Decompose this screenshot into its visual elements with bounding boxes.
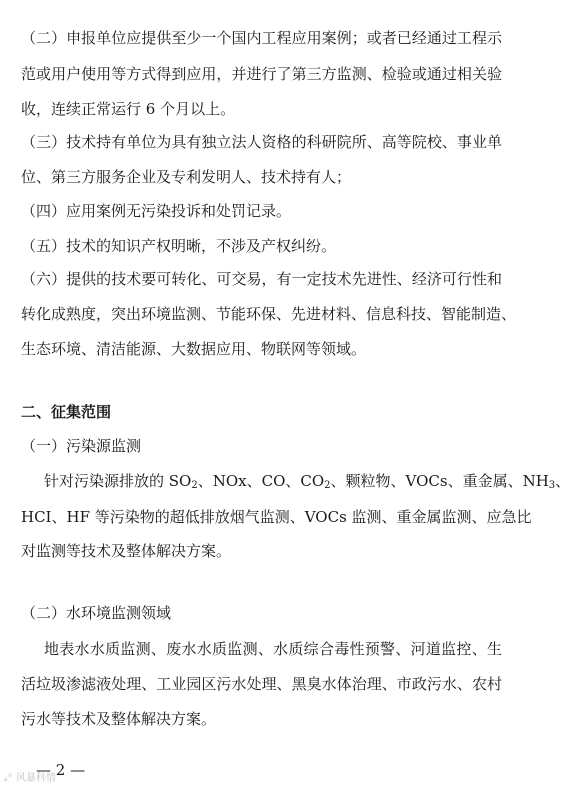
requirement-2-line-2: 范或用户使用等方式得到应用，并进行了第三方监测、检验或通过相关验: [21, 65, 502, 83]
text-fragment: 、颗粒物、VOCs、重金属、NH: [330, 472, 549, 490]
requirement-6-line-3: 生态环境、清洁能源、大数据应用、物联网等领域。: [21, 340, 367, 358]
requirement-5: （五）技术的知识产权明晰，不涉及产权纠纷。: [21, 237, 337, 255]
pollution-source-line-1: [44, 471, 570, 491]
text-fragment: 、: [555, 472, 570, 490]
subscript: 2: [191, 480, 198, 491]
subscript: 3: [548, 480, 556, 491]
water-env-line-3: 污水等技术及整体解决方案。: [21, 710, 217, 728]
water-env-line-2: 活垃圾渗滤液处理、工业园区污水处理、黑臭水体治理、市政污水、农村: [21, 675, 502, 693]
text-fragment: 针对污染源排放的 SO: [44, 472, 192, 490]
watermark: 𝓈° 风暴科情: [4, 773, 56, 784]
requirement-4: （四）应用案例无污染投诉和处罚记录。: [21, 202, 292, 220]
pollution-source-line-3: 对监测等技术及整体解决方案。: [21, 542, 232, 560]
water-env-line-1: 地表水水质监测、废水水质监测、水质综合毒性预警、河道监控、生: [44, 640, 502, 658]
section-heading: 二、征集范围: [21, 403, 112, 421]
text-fragment: 、NOx、CO、CO: [197, 472, 325, 490]
subscript: 2: [324, 480, 331, 491]
requirement-6-line-1: （六）提供的技术要可转化、可交易，有一定技术先进性、经济可行性和: [21, 270, 502, 288]
pollution-source-line-2: HCI、HF 等污染物的超低排放烟气监测、VOCs 监测、重金属监测、应急比: [21, 508, 532, 526]
requirement-2-line-1: （二）申报单位应提供至少一个国内工程应用案例；或者已经通过工程示: [21, 29, 502, 47]
requirement-2-line-3: 收，连续正常运行 6 个月以上。: [21, 100, 236, 118]
requirement-3-line-2: 位、第三方服务企业及专利发明人、技术持有人；: [21, 168, 352, 186]
requirement-3-line-1: （三）技术持有单位为具有独立法人资格的科研院所、高等院校、事业单: [21, 133, 502, 151]
subsection-2-title: （二）水环境监测领域: [21, 604, 172, 622]
page-number: — 2 —: [36, 761, 86, 779]
subsection-1-title: （一）污染源监测: [21, 437, 142, 455]
requirement-6-line-2: 转化成熟度，突出环境监测、节能环保、先进材料、信息科技、智能制造、: [21, 305, 517, 323]
